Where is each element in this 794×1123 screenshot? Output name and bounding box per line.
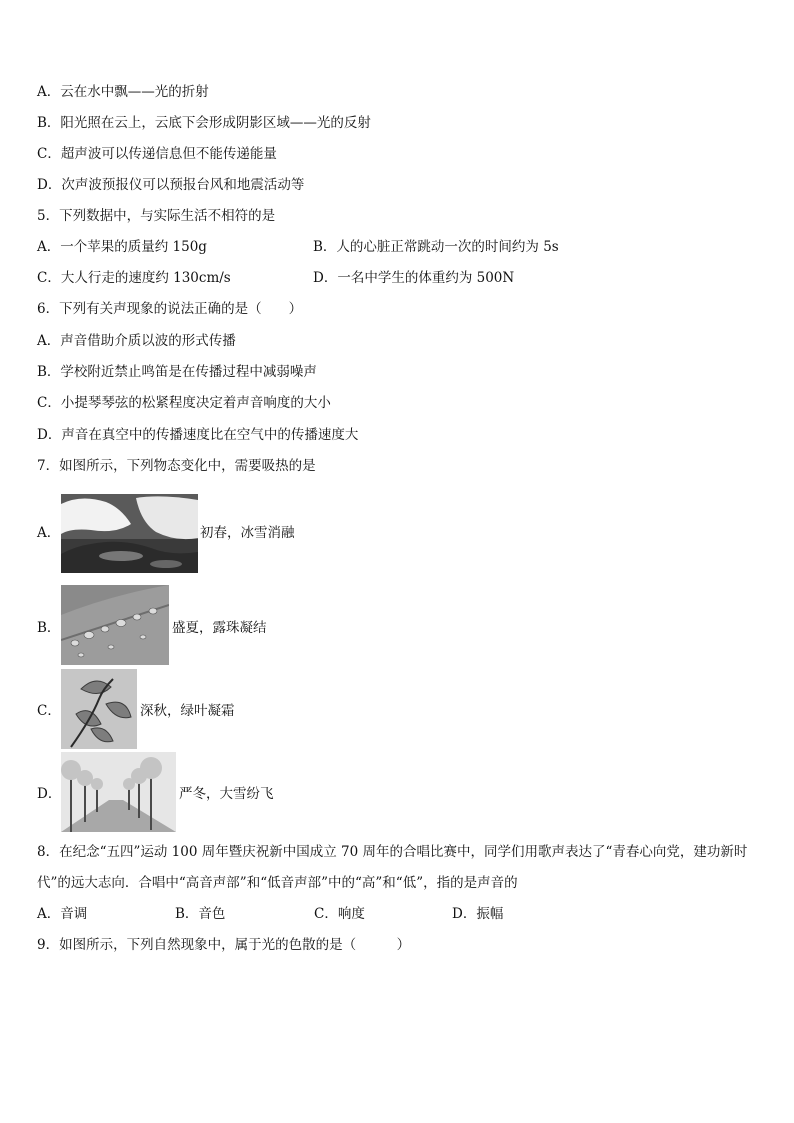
q8-options	[37, 905, 504, 923]
frosted-leaves-image	[61, 669, 137, 749]
q8-option-c: C．响度	[314, 906, 365, 922]
snowy-road-image	[61, 752, 176, 832]
q5-option-d: D．一名中学生的体重约为 500N	[313, 270, 515, 286]
q4-option-d: D．次声波预报仪可以预报台风和地震活动等	[37, 177, 305, 193]
q8-stem-line-2: 代”的远大志向．合唱中“高音声部”和“低音声部”中的“高”和“低”，指的是声音的	[37, 875, 518, 891]
q6-option-b: B．学校附近禁止鸣笛是在传播过程中减弱噪声	[37, 364, 317, 380]
q5-row-1	[37, 238, 559, 256]
q7-option-a-letter: A．	[37, 525, 61, 541]
q7-option-a-caption: 初春，冰雪消融	[200, 525, 295, 541]
q6-stem: 6．下列有关声现象的说法正确的是（ ）	[37, 301, 303, 317]
q7-option-d-letter: D．	[37, 786, 62, 802]
q8-stem-line-1: 8．在纪念“五四”运动 100 周年暨庆祝新中国成立 70 周年的合唱比赛中，同学们用歌声表达了“青春心向党，建功新时	[37, 844, 748, 860]
q4-option-c: C．超声波可以传递信息但不能传递能量	[37, 146, 277, 162]
q6-option-c: C．小提琴琴弦的松紧程度决定着声音响度的大小	[37, 395, 331, 411]
q5-option-c: C．大人行走的速度约 130cm/s	[37, 270, 231, 286]
q5-option-a: A．一个苹果的质量约 150g	[37, 239, 207, 255]
q5-stem: 5．下列数据中，与实际生活不相符的是	[37, 208, 276, 224]
q9-stem: 9．如图所示，下列自然现象中，属于光的色散的是（ ）	[37, 937, 411, 953]
q6-option-d: D．声音在真空中的传播速度比在空气中的传播速度大	[37, 427, 359, 443]
q7-stem: 7．如图所示，下列物态变化中，需要吸热的是	[37, 458, 316, 474]
q7-option-d-caption: 严冬，大雪纷飞	[179, 786, 274, 802]
q8-option-b: B．音色	[175, 906, 226, 922]
q7-option-b-letter: B．	[37, 620, 61, 636]
q4-option-b: B．阳光照在云上，云底下会形成阴影区域——光的反射	[37, 115, 371, 131]
q8-option-d: D．振幅	[452, 906, 504, 922]
q7-option-c-letter: C．	[37, 703, 61, 719]
q6-option-a: A．声音借助介质以波的形式传播	[37, 333, 236, 349]
q7-option-c-caption: 深秋，绿叶凝霜	[140, 703, 235, 719]
q5-row-2	[37, 269, 515, 287]
q8-option-a: A．音调	[37, 906, 88, 922]
q5-option-b: B．人的心脏正常跳动一次的时间约为 5s	[313, 239, 559, 255]
melting-snow-image	[61, 494, 198, 573]
q7-option-b-caption: 盛夏，露珠凝结	[172, 620, 267, 636]
q4-option-a: A．云在水中飘——光的折射	[37, 84, 209, 100]
dew-drops-image	[61, 585, 169, 665]
